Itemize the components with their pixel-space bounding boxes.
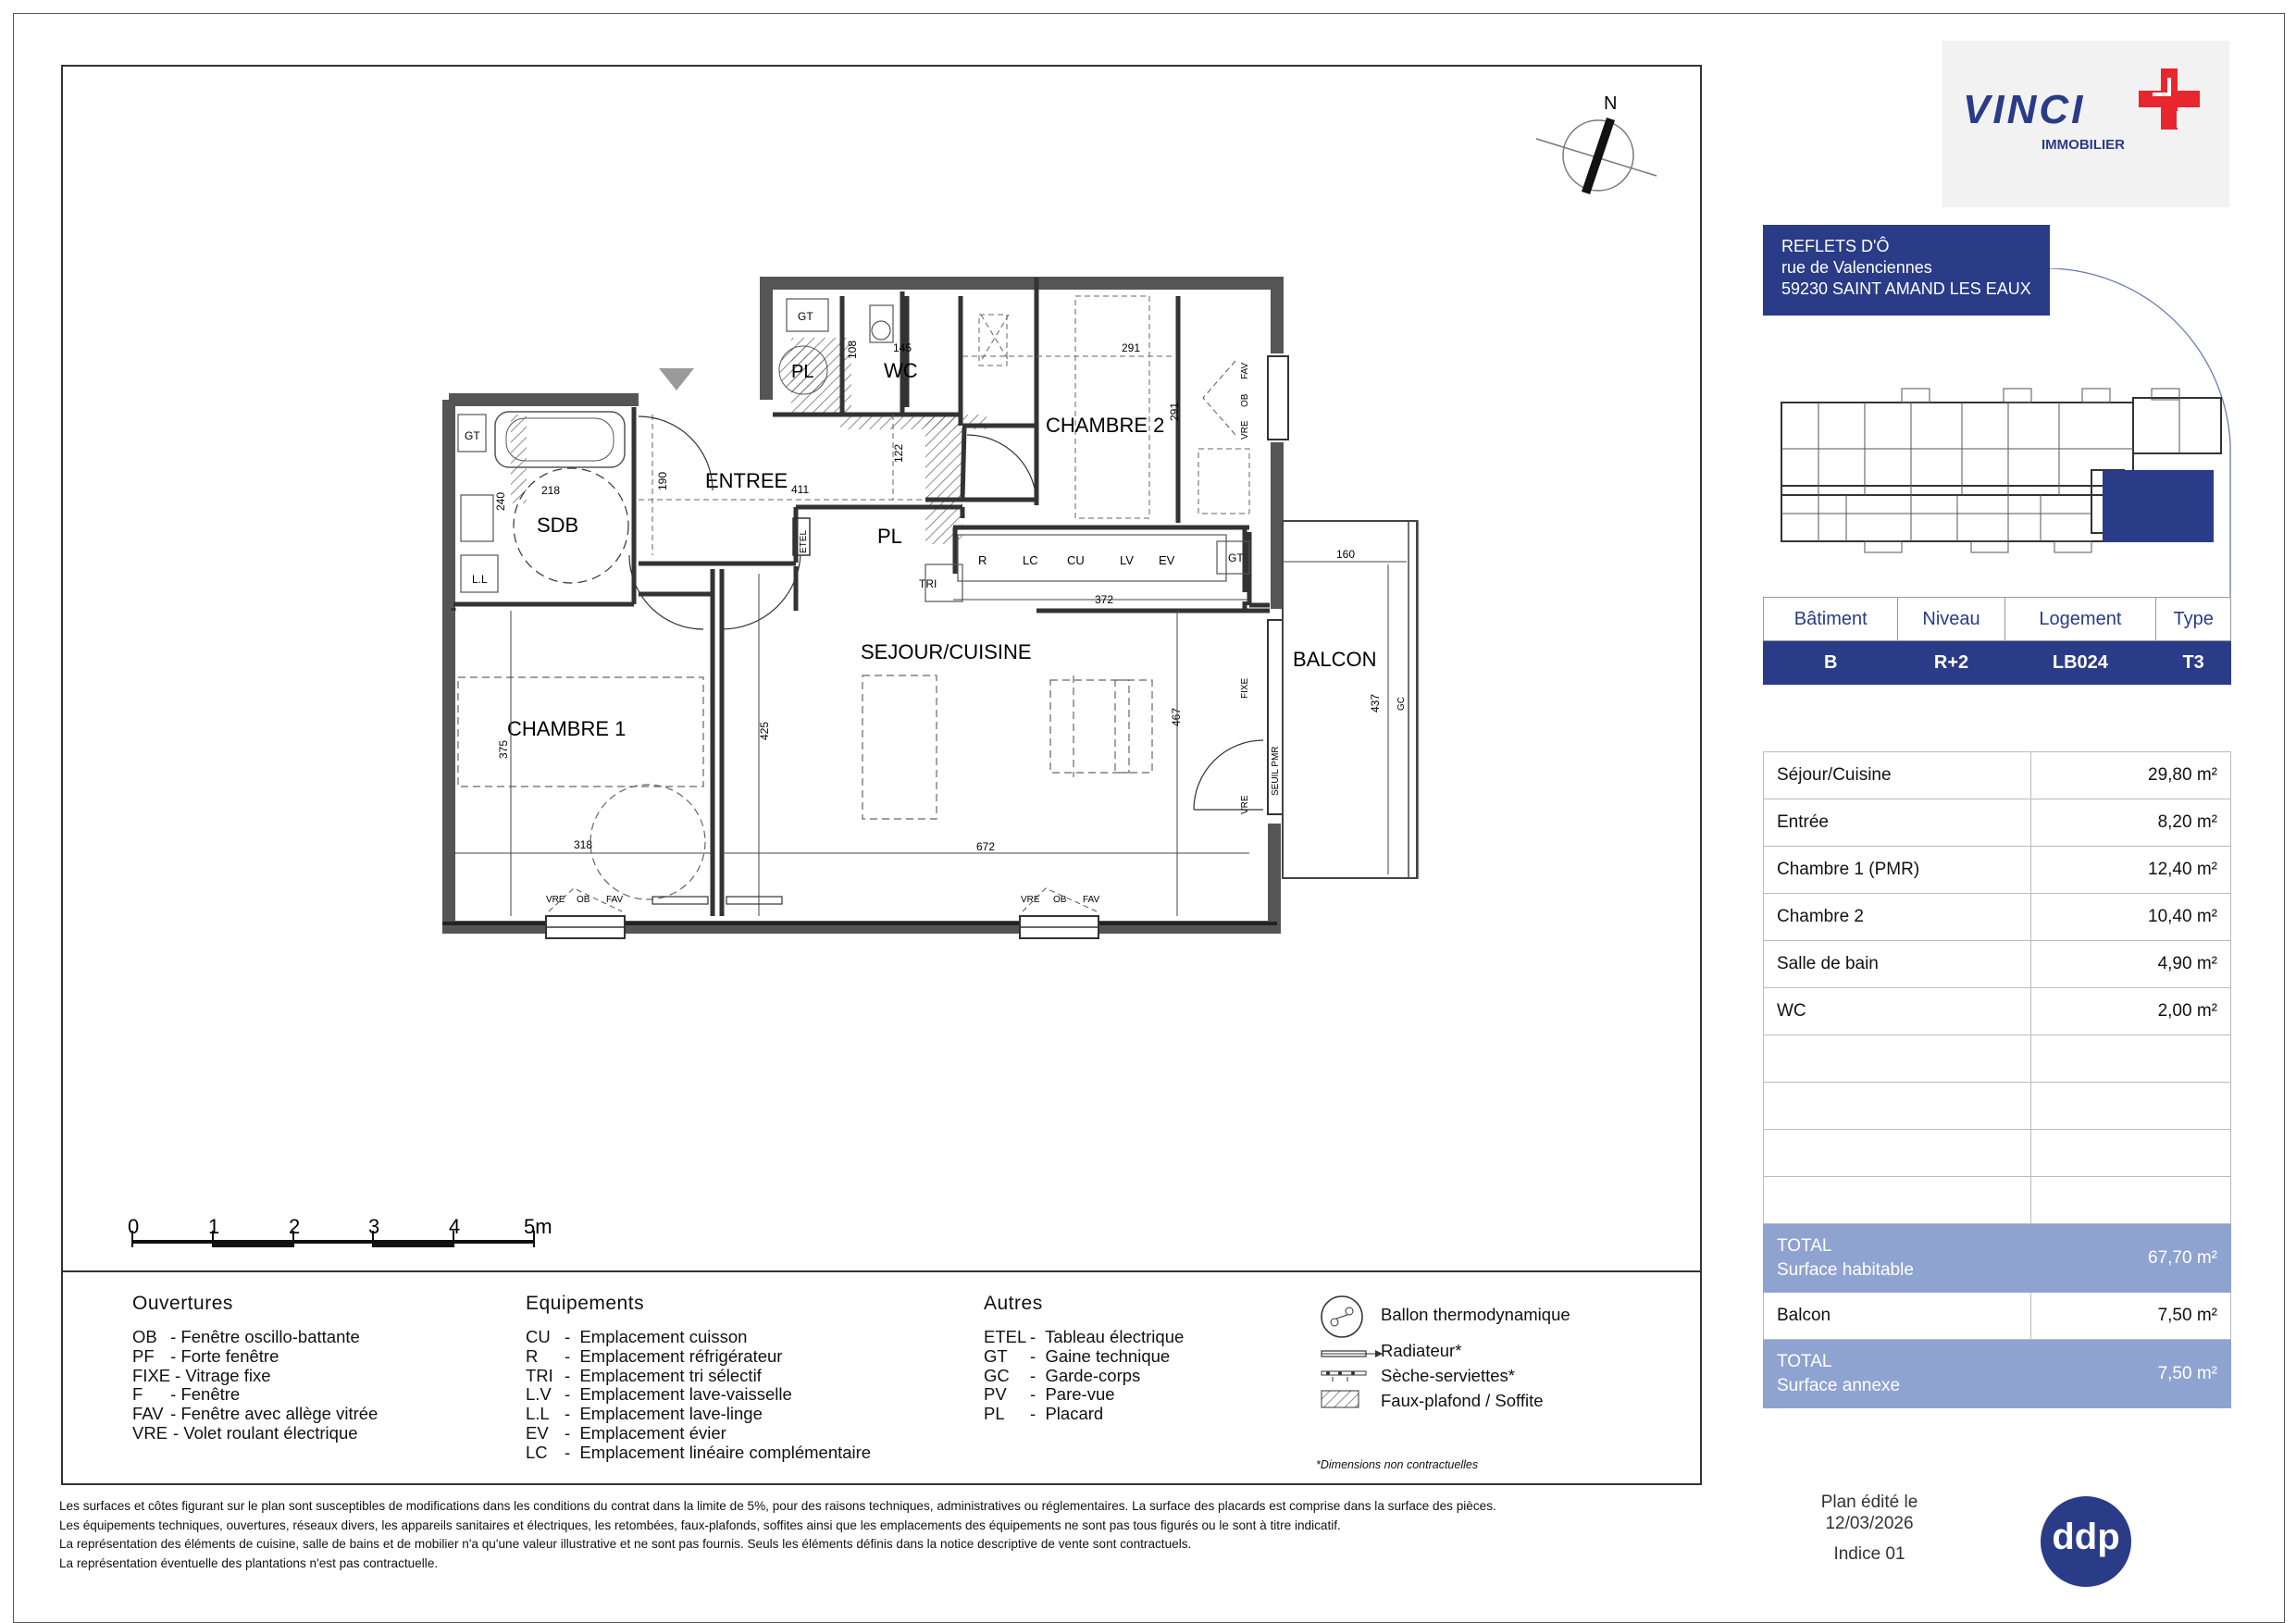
svg-text:GC: GC bbox=[1396, 697, 1407, 711]
balcon-row: Balcon 7,50 m² bbox=[1764, 1293, 2231, 1340]
legend-autres bbox=[984, 1293, 1184, 1424]
total-annexe-row: TOTAL Surface annexe 7,50 m² bbox=[1764, 1340, 2231, 1408]
table-row-empty bbox=[1764, 1035, 2231, 1083]
window-chambre2 bbox=[1203, 356, 1288, 440]
svg-text:160: 160 bbox=[1336, 548, 1356, 561]
svg-text:GT: GT bbox=[798, 310, 813, 323]
sejour-furniture bbox=[863, 675, 1152, 819]
pl1-label: PL bbox=[791, 362, 814, 382]
legend-ouvertures bbox=[132, 1293, 378, 1443]
footer-note: Les surfaces et côtes figurant sur le plan sont susceptibles de modifications dans les conditions du contrat dans la limite de 5%, pour des raisons techniques, administratives ou réglementaires. La surface des placards est comprise dans la surface des pièces. bbox=[59, 1499, 1496, 1513]
svg-text:218: 218 bbox=[541, 484, 561, 497]
svg-text:240: 240 bbox=[494, 491, 507, 511]
svg-text:SEUIL PMR: SEUIL PMR bbox=[1271, 746, 1281, 796]
wc-label: WC bbox=[884, 359, 918, 382]
legend-item: FIXE - Vitrage fixe bbox=[132, 1365, 271, 1385]
project-street: rue de Valenciennes bbox=[1781, 258, 1932, 277]
table-row-empty bbox=[1764, 1130, 2231, 1177]
svg-text:EV: EV bbox=[1159, 553, 1175, 567]
svg-text:L.L: L.L bbox=[472, 573, 488, 586]
chambre2-label: CHAMBRE 2 bbox=[1046, 414, 1165, 437]
pl2-label: PL bbox=[877, 525, 902, 548]
footer-notes bbox=[59, 1497, 1688, 1573]
interior-walls bbox=[453, 278, 1270, 916]
brand-sub: IMMOBILIER bbox=[2042, 137, 2125, 153]
balcony-outline bbox=[1283, 521, 1418, 878]
svg-text:425: 425 bbox=[758, 721, 771, 740]
legend-item: R - Emplacement réfrigérateur bbox=[526, 1345, 783, 1366]
table-row: Chambre 1 (PMR) 12,40 m² bbox=[1764, 847, 2231, 894]
area-table bbox=[1763, 751, 2231, 1408]
legend-item: L.V - Emplacement lave-vaisselle bbox=[526, 1384, 792, 1405]
vinci-logo bbox=[1942, 41, 2229, 207]
svg-text:LC: LC bbox=[1023, 553, 1038, 567]
table-row-empty bbox=[1764, 1083, 2231, 1130]
svg-text:FAV: FAV bbox=[606, 895, 624, 905]
brand-name: VINCI bbox=[1963, 87, 2086, 132]
svg-text:1: 1 bbox=[208, 1215, 220, 1238]
legend-item: PV - Pare-vue bbox=[984, 1384, 1115, 1405]
legend-item: PL - Placard bbox=[984, 1404, 1104, 1424]
legend-item: GC - Garde-corps bbox=[984, 1365, 1141, 1385]
legend-symbol-labels bbox=[1381, 1306, 1570, 1410]
svg-text:372: 372 bbox=[1095, 593, 1114, 606]
info-header: Logement bbox=[2004, 598, 2156, 641]
svg-text:GT: GT bbox=[1228, 551, 1244, 564]
info-table bbox=[1763, 597, 2231, 685]
svg-text:375: 375 bbox=[497, 739, 510, 759]
svg-text:145: 145 bbox=[893, 341, 912, 354]
legend-item: FAV - Fenêtre avec allège vitrée bbox=[132, 1404, 379, 1424]
kitchen-run bbox=[925, 535, 1249, 601]
window-bottom-left bbox=[546, 888, 625, 938]
window-balcony bbox=[1194, 620, 1283, 814]
svg-text:190: 190 bbox=[656, 471, 669, 490]
legend-equipements bbox=[526, 1293, 871, 1463]
svg-text:318: 318 bbox=[574, 838, 593, 851]
legend-title: Equipements bbox=[526, 1293, 645, 1314]
legend-title: Ouvertures bbox=[132, 1293, 233, 1314]
legend-item: LC - Emplacement linéaire complémentaire bbox=[526, 1442, 872, 1462]
soffit bbox=[925, 415, 962, 544]
svg-text:LV: LV bbox=[1120, 553, 1134, 567]
svg-text:0: 0 bbox=[128, 1215, 140, 1238]
svg-text:TRI: TRI bbox=[919, 577, 937, 590]
svg-text:291: 291 bbox=[1168, 402, 1181, 421]
legend-symbol-label: Sèche-serviettes* bbox=[1381, 1366, 1515, 1385]
chambre1-furniture bbox=[458, 677, 705, 899]
edition-info: Plan édité le 12/03/2026 Indice 01 bbox=[1820, 1493, 1918, 1564]
table-row: Chambre 2 10,40 m² bbox=[1764, 894, 2231, 941]
svg-text:OB: OB bbox=[577, 895, 590, 905]
radiator-icon bbox=[1322, 1350, 1383, 1357]
footer-note: La représentation éventuelle des plantations n'est pas contractuelle. bbox=[59, 1555, 439, 1570]
info-value: T3 bbox=[2156, 641, 2231, 685]
table-row: Séjour/Cuisine 29,80 m² bbox=[1764, 752, 2231, 799]
compass-label: N bbox=[1604, 93, 1618, 114]
north-compass-icon bbox=[1536, 93, 1657, 194]
project-city: 59230 SAINT AMAND LES EAUX bbox=[1781, 279, 2031, 298]
table-row: Entrée 8,20 m² bbox=[1764, 799, 2231, 847]
sdb-label: SDB bbox=[537, 514, 579, 537]
svg-text:672: 672 bbox=[976, 840, 996, 853]
svg-text:2: 2 bbox=[289, 1215, 301, 1238]
svg-text:5m: 5m bbox=[524, 1215, 552, 1238]
svg-text:108: 108 bbox=[846, 340, 859, 359]
legend-item: GT - Gaine technique bbox=[984, 1345, 1171, 1366]
chambre2-furniture bbox=[962, 296, 1249, 518]
project-name: REFLETS D'Ô bbox=[1781, 237, 1890, 255]
svg-text:GT: GT bbox=[465, 429, 480, 442]
entree-label: ENTREE bbox=[705, 469, 788, 492]
legend-symbols bbox=[1314, 1291, 1388, 1420]
svg-text:411: 411 bbox=[791, 483, 810, 496]
legend-symbol-label: Faux-plafond / Soffite bbox=[1381, 1391, 1544, 1410]
svg-text:3: 3 bbox=[368, 1215, 380, 1238]
legend-item: ETEL - Tableau électrique bbox=[984, 1327, 1185, 1346]
table-row: WC 2,00 m² bbox=[1764, 988, 2231, 1035]
vinci-cross-icon bbox=[2135, 65, 2213, 142]
balcon-label: BALCON bbox=[1293, 648, 1377, 671]
ballon-icon bbox=[1322, 1296, 1362, 1337]
info-header: Niveau bbox=[1898, 598, 2004, 641]
info-header: Bâtiment bbox=[1764, 598, 1898, 641]
svg-text:OB: OB bbox=[1240, 393, 1250, 407]
info-value: B bbox=[1764, 641, 1898, 685]
sejour-label: SEJOUR/CUISINE bbox=[861, 640, 1032, 663]
legend-item: PF - Forte fenêtre bbox=[132, 1345, 279, 1366]
svg-text:437: 437 bbox=[1369, 693, 1382, 712]
soffit-icon bbox=[1322, 1391, 1359, 1407]
svg-text:VRE: VRE bbox=[1240, 795, 1250, 814]
svg-text:VRE: VRE bbox=[546, 895, 565, 905]
table-row-empty bbox=[1764, 1177, 2231, 1224]
total-habitable-row: TOTAL Surface habitable 67,70 m² bbox=[1764, 1224, 2231, 1293]
legend-note: *Dimensions non contractuelles bbox=[1316, 1458, 1479, 1471]
svg-text:ETEL: ETEL bbox=[799, 529, 809, 553]
svg-text:467: 467 bbox=[1170, 707, 1183, 726]
chambre1-label: CHAMBRE 1 bbox=[507, 717, 627, 740]
legend-divider bbox=[61, 1270, 1702, 1272]
legend-item: F - Fenêtre bbox=[132, 1384, 241, 1405]
svg-text:FAV: FAV bbox=[1083, 895, 1100, 905]
scale-bar bbox=[128, 1215, 552, 1247]
svg-text:291: 291 bbox=[1122, 341, 1141, 354]
svg-text:VRE: VRE bbox=[1240, 420, 1250, 440]
ddp-seal: ddp bbox=[2041, 1496, 2131, 1587]
svg-text:4: 4 bbox=[449, 1215, 461, 1238]
legend-item: CU - Emplacement cuisson bbox=[526, 1327, 748, 1346]
legend-item: VRE - Volet roulant électrique bbox=[132, 1422, 358, 1443]
legend-item: L.L - Emplacement lave-linge bbox=[526, 1404, 763, 1424]
svg-text:122: 122 bbox=[892, 443, 905, 463]
footer-note: Les équipements techniques, ouvertures, réseaux divers, les appareils sanitaires et électriques, les retombées, faux-plafonds, soffites ainsi que les emplacements des équipements ne sont pas tous figurés ou le sont à titre indicatif. bbox=[59, 1518, 1341, 1532]
info-value: R+2 bbox=[1898, 641, 2004, 685]
svg-text:FAV: FAV bbox=[1240, 362, 1250, 379]
soffit bbox=[511, 415, 527, 503]
table-row: Salle de bain 4,90 m² bbox=[1764, 941, 2231, 988]
legend-item: OB - Fenêtre oscillo-battante bbox=[132, 1327, 360, 1346]
legend-title: Autres bbox=[984, 1293, 1043, 1314]
info-value: LB024 bbox=[2004, 641, 2156, 685]
window-bottom-right bbox=[1020, 888, 1099, 938]
legend-symbol-label: Radiateur* bbox=[1381, 1341, 1462, 1360]
legend-item: EV - Emplacement évier bbox=[526, 1422, 726, 1443]
svg-text:VRE: VRE bbox=[1021, 895, 1040, 905]
legend-item: TRI - Emplacement tri sélectif bbox=[526, 1365, 762, 1385]
legend-symbol-label: Ballon thermodynamique bbox=[1381, 1305, 1570, 1324]
entry-marker-icon bbox=[659, 368, 694, 390]
footer-note: La représentation des éléments de cuisine, salle de bains et de mobilier n'a qu'une valeur illustrative et ne sont pas fournis. Seuls les éléments définis dans la notice descriptive de vente sont contractuels. bbox=[59, 1537, 1192, 1551]
radiator-icon bbox=[726, 897, 782, 904]
building-key-plan bbox=[1763, 268, 2231, 597]
towel-dryer-icon bbox=[1322, 1371, 1366, 1381]
svg-text:FIXE: FIXE bbox=[1240, 677, 1250, 699]
info-header: Type bbox=[2156, 598, 2231, 641]
svg-text:OB: OB bbox=[1053, 895, 1067, 905]
svg-text:R: R bbox=[978, 553, 987, 567]
svg-text:CU: CU bbox=[1067, 553, 1085, 567]
